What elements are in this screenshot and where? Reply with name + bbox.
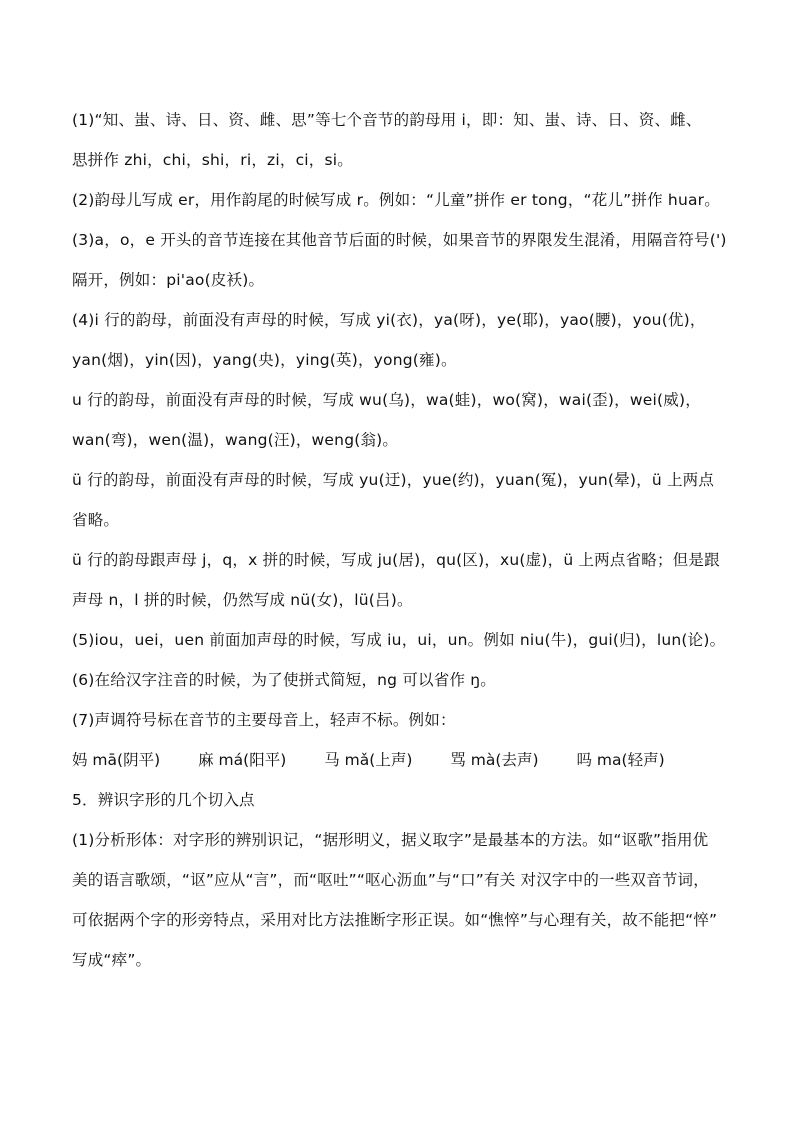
text-line-2: 思拼作 zhi，chi，shi，ri，zi，ci，si。 [72, 151, 353, 169]
text-line-16: (7)声调符号标在音节的主要母音上，轻声不标。例如： [72, 711, 456, 729]
text-line-8: u 行的韵母，前面没有声母的时候，写成 wu(乌)，wa(蛙)，wo(窝)，wai(歪)，wei(威)， [72, 391, 701, 409]
text-line-19: 美的语言歌颂，“讴”应从“言”，而“呕吐”“呕心沥血”与“口”有关 对汉字中的一些双音节词， [72, 871, 709, 889]
text-line-18: (1)分析形体：对字形的辨别识记，“据形明义，据义取字”是最基本的方法。如“讴歌”指用优 [72, 831, 709, 849]
tone-example: 麻 má(阳平) [198, 751, 287, 769]
text-line-7: yan(烟)，yin(因)，yang(央)，ying(英)，yong(雍)。 [72, 351, 457, 369]
tone-example: 骂 mà(去声) [450, 751, 539, 769]
text-line-13: 声母 n，l 拼的时候，仍然写成 nü(女)，lü(吕)。 [72, 591, 413, 609]
section-heading: 5．辨识字形的几个切入点 [72, 791, 255, 809]
tone-example: 妈 mā(阴平) [72, 751, 161, 769]
text-line-14: (5)iou，uei，uen 前面加声母的时候，写成 iu，ui，un。例如 niu(牛)，gui(归)，lun(论)。 [72, 631, 726, 649]
document-page [72, 100, 727, 980]
text-line-12: ü 行的韵母跟声母 j，q，x 拼的时候，写成 ju(居)，qu(区)，xu(虚)，ü 上两点省略；但是跟 [72, 551, 720, 569]
tone-example: 马 mǎ(上声) [324, 751, 413, 769]
text-line-6: (4)i 行的韵母，前面没有声母的时候，写成 yi(衣)，ya(呀)，ye(耶)，yao(腰)，you(优)， [72, 311, 706, 329]
text-line-10: ü 行的韵母，前面没有声母的时候，写成 yu(迂)，yue(约)，yuan(冤)，yun(晕)，ü 上两点 [72, 471, 715, 489]
text-line-1: (1)“知、蚩、诗、日、资、雌、思”等七个音节的韵母用 i，即：知、蚩、诗、日、资、雌、 [72, 111, 702, 129]
text-line-9: wan(弯)，wen(温)，wang(汪)，weng(翁)。 [72, 431, 399, 449]
text-line-11: 省略。 [72, 511, 120, 529]
text-line-5: 隔开，例如：pi'ao(皮袄)。 [72, 271, 265, 289]
text-line-3: (2)韵母儿写成 er，用作韵尾的时候写成 r。例如：“儿童”拼作 er tong，“花儿”拼作 huar。 [72, 191, 720, 209]
tone-example: 吗 ma(轻声) [576, 751, 665, 769]
text-line-15: (6)在给汉字注音的时候，为了使拼式简短，ng 可以省作 ŋ。 [72, 671, 496, 689]
tone-examples-row [72, 740, 724, 780]
text-line-21: 写成“瘁”。 [72, 951, 152, 969]
text-line-4: (3)a，o，e 开头的音节连接在其他音节后面的时候，如果音节的界限发生混淆，用隔音符号(') [72, 231, 727, 249]
text-line-20: 可依据两个字的形旁特点，采用对比方法推断字形正误。如“憔悴”与心理有关，故不能把“悴” [72, 911, 718, 929]
